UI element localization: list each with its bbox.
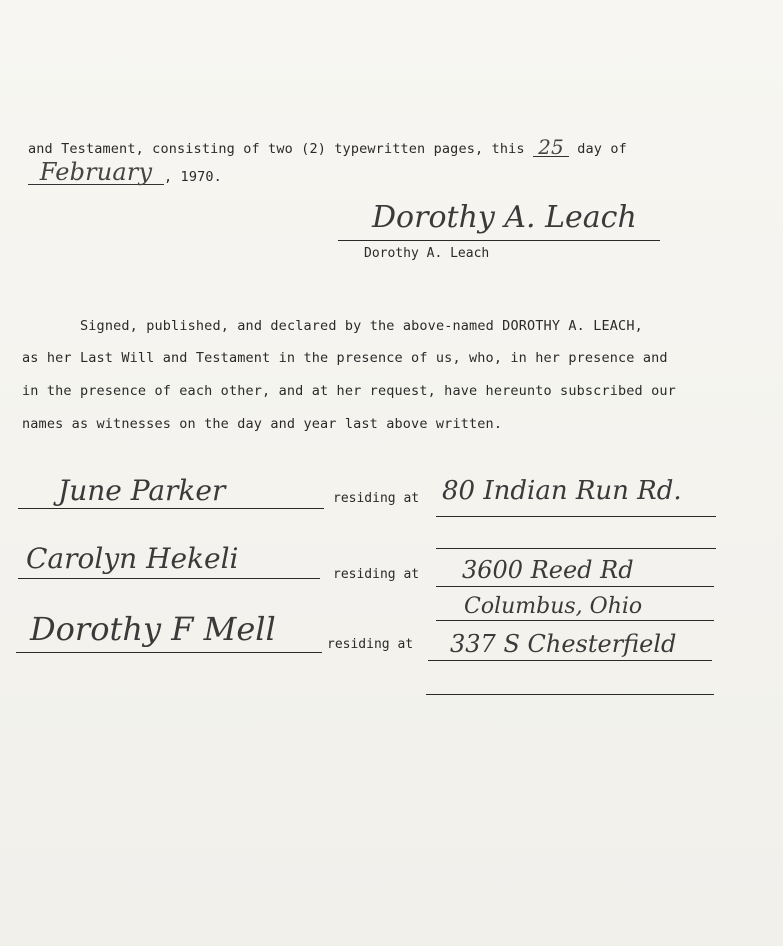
testator-signature: Dorothy A. Leach [372, 200, 637, 235]
day-handwritten: 25 [533, 138, 569, 157]
witness-2-address-line-2: Columbus, Ohio [464, 594, 643, 619]
month-handwritten: February [28, 160, 164, 185]
closing-line-2 [28, 160, 222, 185]
witness-1-address-line-2-rule [436, 548, 716, 549]
witness-3-signature: Dorothy F Mell [30, 610, 276, 648]
witness-3-residing-label: residing at [327, 637, 414, 652]
attestation-line-3: in the presence of each other, and at her request, have hereunto subscribed our [22, 383, 676, 399]
witness-2-address-line-1-rule [436, 586, 714, 587]
witness-3-address-line-1-rule [428, 660, 712, 661]
closing-line-1-suffix: day of [577, 141, 627, 157]
witness-3-signature-line [16, 652, 322, 653]
witness-1-signature-line [18, 508, 324, 509]
attestation-line-4: names as witnesses on the day and year last above written. [22, 416, 503, 432]
testator-typed-name: Dorothy A. Leach [364, 246, 490, 261]
witness-1-signature: June Parker [58, 474, 226, 507]
witness-2-address-line-2-rule [436, 620, 714, 621]
witness-2-signature-line [18, 578, 320, 579]
witness-1-residing-label: residing at [333, 491, 420, 506]
witness-2-address-line-1: 3600 Reed Rd [462, 556, 634, 584]
closing-line-1-prefix: and Testament, consisting of two (2) typewritten pages, this [28, 141, 525, 157]
witness-2-signature: Carolyn Hekeli [26, 542, 239, 575]
testator-signature-line [338, 240, 660, 241]
witness-3-address-line-1: 337 S Chesterfield [450, 630, 677, 658]
year-text: , 1970. [164, 169, 222, 185]
witness-2-residing-label: residing at [333, 567, 420, 582]
closing-line-1 [28, 135, 627, 159]
witness-1-address-line-1: 80 Indian Run Rd. [442, 476, 682, 506]
attestation-line-2: as her Last Will and Testament in the presence of us, who, in her presence and [22, 350, 668, 366]
attestation-line-1: Signed, published, and declared by the above-named DOROTHY A. LEACH, [80, 318, 643, 334]
witness-1-address-line-1-rule [436, 516, 716, 517]
witness-3-address-line-2-rule [426, 694, 714, 695]
